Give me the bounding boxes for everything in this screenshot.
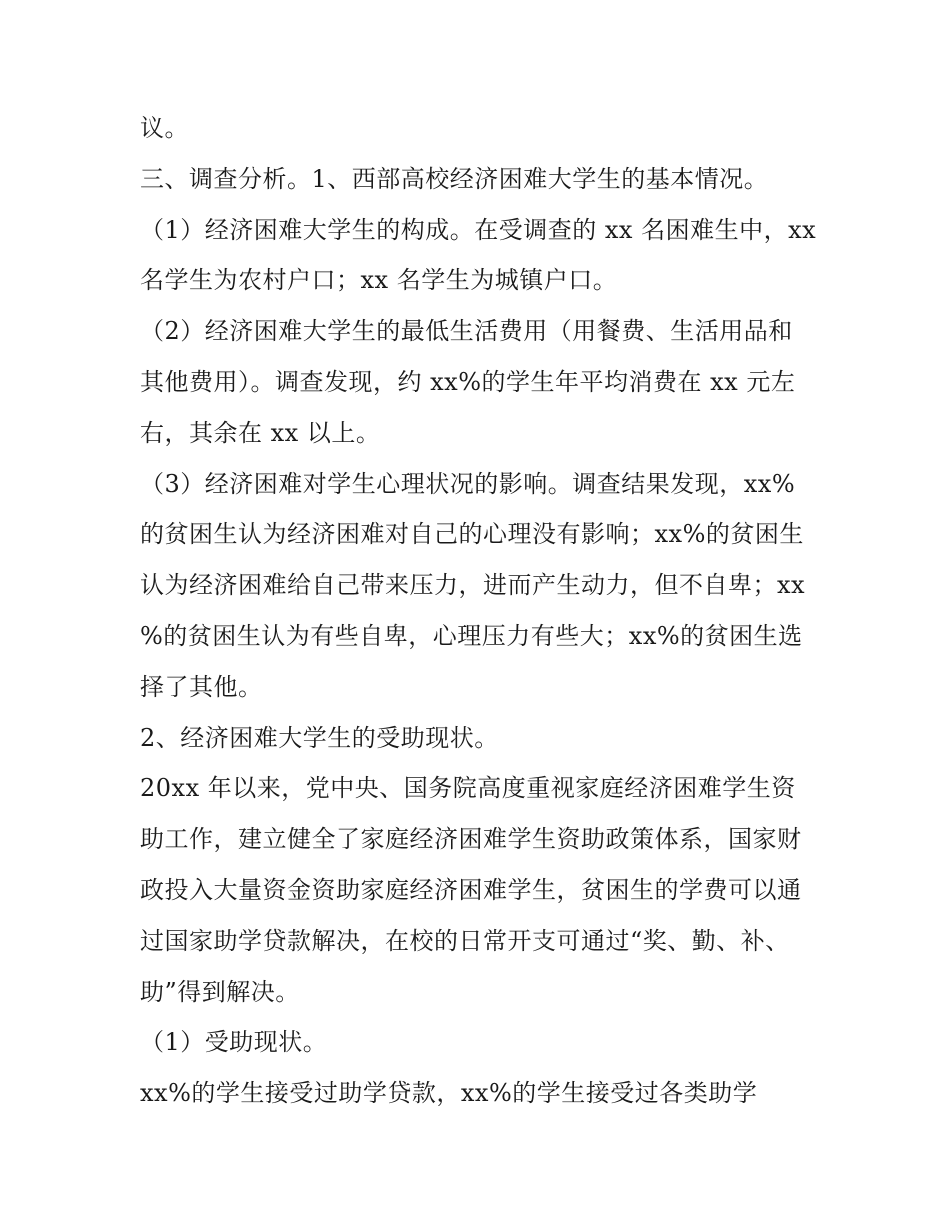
document-body [140,103,820,1119]
text-line: 三、调查分析。1、西部高校经济困难大学生的基本情况。 [140,164,769,193]
text-line: （3）经济困难对学生心理状况的影响。调查结果发现，xx% [140,469,796,498]
text-line: 议。 [140,114,189,142]
text-line: （1）经济困难大学生的构成。在受调查的 xx 名困难生中，xx [140,215,817,244]
text-line: 过国家助学贷款解决，在校的日常开支可通过“奖、勤、补、 [140,926,790,955]
text-line: 名学生为农村户口；xx 名学生为城镇户口。 [140,266,618,295]
text-line: 其他费用）。调查发现，约 xx%的学生年平均消费在 xx 元左 [140,367,796,396]
text-line: 择了其他。 [140,672,263,701]
text-line: （2）经济困难大学生的最低生活费用（用餐费、生活用品和 [140,317,793,346]
text-line: 右，其余在 xx 以上。 [140,418,381,447]
section-heading: 2、经济困难大学生的受助现状。 [140,723,499,752]
text-line: xx%的学生接受过助学贷款，xx%的学生接受过各类助学 [140,1079,758,1108]
text-line: （1）受助现状。 [140,1028,328,1057]
text-line: 的贫困生认为经济困难对自己的心理没有影响；xx%的贫困生 [140,520,804,549]
text-line: 20xx 年以来，党中央、国务院高度重视家庭经济困难学生资 [140,774,796,803]
text-line: 助”得到解决。 [140,977,300,1006]
text-line: %的贫困生认为有些自卑，心理压力有些大；xx%的贫困生选 [140,621,803,650]
text-line: 助工作，建立健全了家庭经济困难学生资助政策体系，国家财 [140,825,802,854]
text-line: 政投入大量资金资助家庭经济困难学生，贫困生的学费可以通 [140,875,802,904]
text-line: 认为经济困难给自己带来压力，进而产生动力，但不自卑；xx [140,571,806,600]
